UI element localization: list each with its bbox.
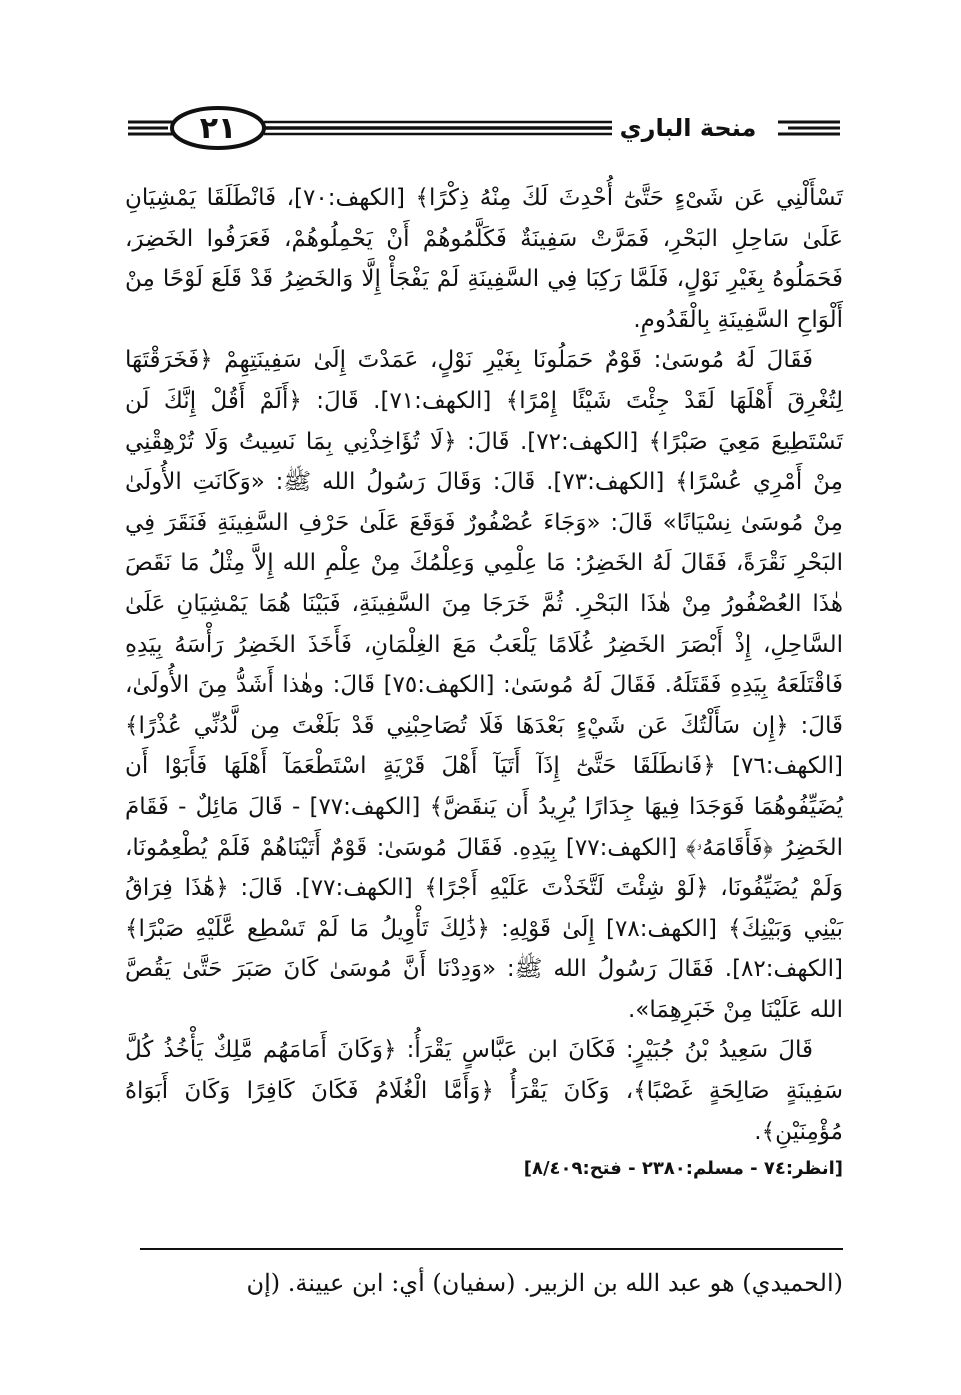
paragraph-3: قَالَ سَعِيدُ بْنُ جُبَيْرٍ: فَكَانَ ابن عَبَّاسٍ يَقْرَأُ: ﴿وَكَانَ أَمَامَهُم مَّلِكٌ يَأْخُذُ كُلَّ سَفِينَةٍ صَالِحَةٍ غَصْبًا﴾، وَكَانَ يَقْرَأُ ﴿وَأَمَّا الْغُلَامُ فَكَانَ كَافِرًا وَكَانَ أَبَوَاهُ مُؤْمِنَيْنِ﴾. — [125, 1037, 843, 1145]
book-title: منحة الباري — [619, 114, 757, 142]
section-divider — [140, 1248, 843, 1250]
commentary-text: (الحميدي) هو عبد الله بن الزبير. (سفيان) أي: ابن عيينة. (إن — [246, 1269, 843, 1297]
paragraph-2: فَقَالَ لَهُ مُوسَىٰ: قَوْمٌ حَمَلُونَا بِغَيْرِ نَوْلٍ، عَمَدْتَ إِلَىٰ سَفِينَتِهِمْ ﴿فَخَرَقْتَهَا لِتُغْرِقَ أَهْلَهَا لَقَدْ جِئْتَ شَيْئًا إِمْرًا﴾ [الكهف:٧١]. قَالَ: ﴿أَلَمْ أَقُلْ إِنَّكَ لَن تَسْتَطِيعَ مَعِيَ صَبْرًا﴾ [الكهف:٧٢]. قَالَ: ﴿لَا تُؤَاخِذْنِي بِمَا نَسِيتُ وَلَا تُرْهِقْنِي مِنْ أَمْرِي عُسْرًا﴾ [الكهف:٧٣]. قَالَ: وَقَالَ رَسُولُ الله ﷺ: «وَكَانَتِ الأُولَىٰ مِنْ مُوسَىٰ نِسْيَانًا» قَالَ: «وَجَاءَ عُصْفُورٌ فَوَقَعَ عَلَىٰ حَرْفِ السَّفِينَةِ فَنَقَرَ فِي البَحْرِ نَقْرَةً، فَقَالَ لَهُ الخَضِرُ: مَا عِلْمِي وَعِلْمُكَ مِنْ عِلْمِ الله إِلاَّ مِثْلُ مَا نَقَصَ هٰذَا العُصْفُورُ مِنْ هٰذَا البَحْرِ. ثُمَّ خَرَجَا مِنَ السَّفِينَةِ، فَبَيْنَا هُمَا يَمْشِيَانِ عَلَىٰ السَّاحِلِ، إِذْ أَبْصَرَ الخَضِرُ غُلَامًا يَلْعَبُ مَعَ الغِلْمَانِ، فَأَخَذَ الخَضِرُ رَأْسَهُ بِيَدِهِ فَاقْتَلَعَهُ بِيَدِهِ فَقَتَلَهُ. فَقَالَ لَهُ مُوسَىٰ: [الكهف:٧٥] قَالَ: وهٰذا أَشَدُّ مِنَ الأُولَىٰ، قَالَ: ﴿إِن سَأَلْتُكَ عَن شَيْءٍ بَعْدَهَا فَلَا تُصَاحِبْنِي قَدْ بَلَغْتَ مِن لَّدُنِّي عُذْرًا﴾ [الكهف:٧٦] ﴿فَانطَلَقَا حَتَّىٰٓ إِذَآ أَتَيَآ أَهْلَ قَرْيَةٍ اسْتَطْعَمَآ أَهْلَهَا فَأَبَوْا أَن يُضَيِّفُوهُمَا فَوَجَدَا فِيهَا جِدَارًا يُرِيدُ أَن يَنقَضَّ﴾ [الكهف:٧٧] - قَالَ مَائِلٌ - فَقَامَ الخَضِرُ ﴿فَأَقَامَهُۥ﴾ [الكهف:٧٧] بِيَدِهِ. فَقَالَ مُوسَىٰ: قَوْمٌ أَتَيْنَاهُمْ فَلَمْ يُطْعِمُونَا، وَلَمْ يُضَيِّفُونَا، ﴿لَوْ شِئْتَ لَتَّخَذْتَ عَلَيْهِ أَجْرًا﴾ [الكهف:٧٧]. قَالَ: ﴿هَٰذَا فِرَاقُ بَيْنِي وَبَيْنِكَ﴾ [الكهف:٧٨] إِلَىٰ قَوْلِهِ: ﴿ذَٰلِكَ تَأْوِيلُ مَا لَمْ تَسْطِع عَّلَيْهِ صَبْرًا﴾ [الكهف:٨٢]. فَقَالَ رَسُولُ الله ﷺ: «وَدِدْنَا أَنَّ مُوسَىٰ كَانَ صَبَرَ حَتَّىٰ يَقُصَّ الله عَلَيْنَا مِنْ خَبَرِهِمَا». — [125, 347, 843, 1023]
page-header — [128, 104, 840, 152]
page-number: ٢١ — [199, 110, 237, 146]
hadith-reference: [انظر:٧٤ - مسلم:٢٣٨٠ - فتح:٨/٤٠٩] — [523, 1158, 843, 1180]
paragraph-1: تَسْأَلْنِي عَن شَىْءٍ حَتَّىٰٓ أُحْدِثَ لَكَ مِنْهُ ذِكْرًا﴾ [الكهف:٧٠]، فَانْطَلَقَا يَمْشِيَانِ عَلَىٰ سَاحِلِ البَحْرِ، فَمَرَّتْ سَفِينَةٌ فَكَلَّمُوهُمْ أَنْ يَحْمِلُوهُمْ، فَعَرَفُوا الخَضِرَ، فَحَمَلُوهُ بِغَيْرِ نَوْلٍ، فَلَمَّا رَكِبَا فِي السَّفِينَةِ لَمْ يَفْجَأْ إِلَّا وَالخَضِرُ قَدْ قَلَعَ لَوْحًا مِنْ أَلْوَاحِ السَّفِينَةِ بِالْقَدُومِ. — [125, 185, 843, 333]
hadith-text — [125, 178, 843, 1186]
